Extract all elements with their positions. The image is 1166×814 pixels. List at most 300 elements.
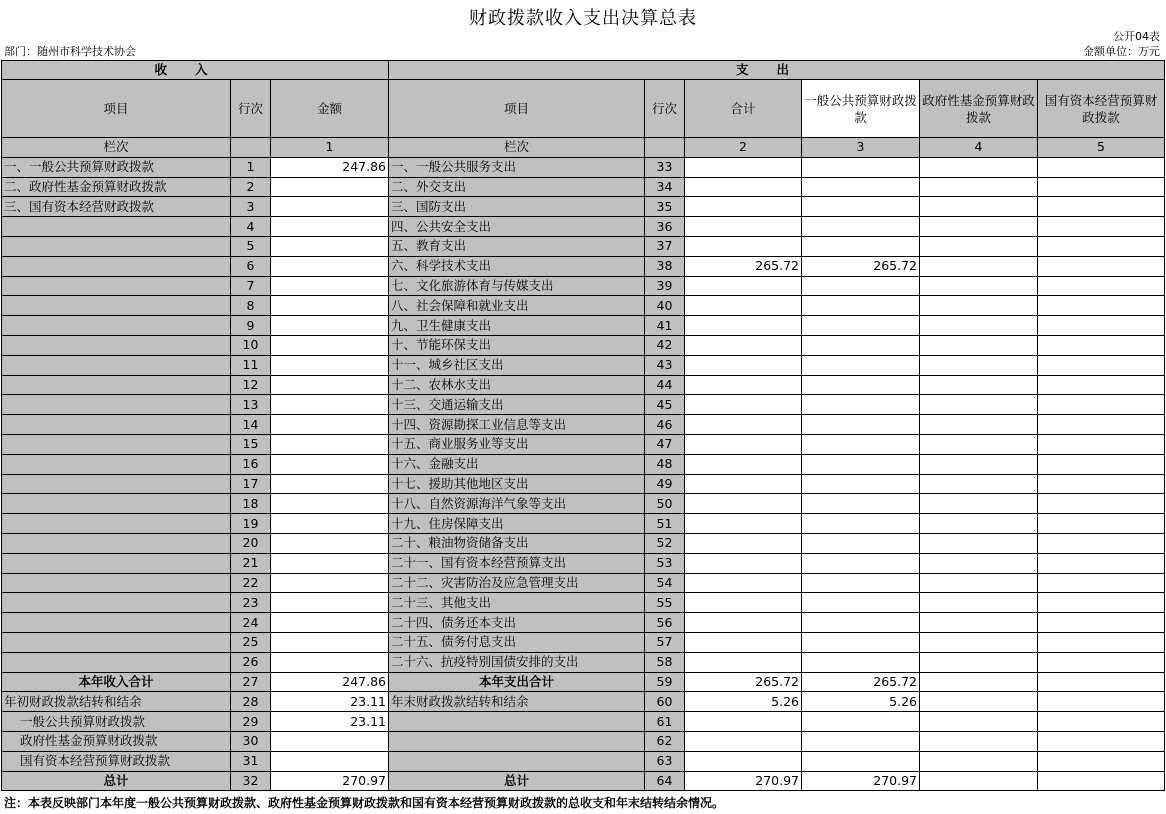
expense-total-cell bbox=[685, 236, 802, 256]
expense-item-cell: 八、社会保障和就业支出 bbox=[389, 296, 645, 316]
general-budget-cell bbox=[802, 553, 920, 573]
state-capital-cell bbox=[1038, 771, 1165, 791]
header-expense-item: 项目 bbox=[389, 80, 645, 138]
expense-item-cell: 十三、交通运输支出 bbox=[389, 395, 645, 415]
income-line-cell: 13 bbox=[231, 395, 271, 415]
expense-total-cell bbox=[685, 494, 802, 514]
expense-total-cell bbox=[685, 157, 802, 177]
table-row bbox=[2, 494, 1165, 514]
income-line-cell: 26 bbox=[231, 652, 271, 672]
expense-line-cell: 56 bbox=[645, 613, 685, 633]
income-item-cell: 政府性基金预算财政拨款 bbox=[2, 731, 231, 751]
column-number-cell: 2 bbox=[685, 138, 802, 158]
expense-total-cell bbox=[685, 335, 802, 355]
income-item-cell: 年初财政拨款结转和结余 bbox=[2, 692, 231, 712]
header-income-item: 项目 bbox=[2, 80, 231, 138]
state-capital-cell bbox=[1038, 395, 1165, 415]
income-amount-cell: 23.11 bbox=[271, 712, 389, 732]
state-capital-cell bbox=[1038, 434, 1165, 454]
state-capital-cell bbox=[1038, 751, 1165, 771]
expense-item-cell: 十八、自然资源海洋气象等支出 bbox=[389, 494, 645, 514]
expense-total-cell bbox=[685, 593, 802, 613]
fund-budget-cell bbox=[920, 514, 1038, 534]
table-row bbox=[2, 157, 1165, 177]
expense-total-cell bbox=[685, 751, 802, 771]
column-number-cell bbox=[645, 138, 685, 158]
income-item-cell bbox=[2, 375, 231, 395]
fund-budget-cell bbox=[920, 652, 1038, 672]
income-item-cell bbox=[2, 573, 231, 593]
income-amount-cell bbox=[271, 256, 389, 276]
column-number-cell: 4 bbox=[920, 138, 1038, 158]
expense-total-cell bbox=[685, 197, 802, 217]
fund-budget-cell bbox=[920, 632, 1038, 652]
income-line-cell: 7 bbox=[231, 276, 271, 296]
section-header-row bbox=[2, 61, 1165, 80]
fund-budget-cell bbox=[920, 256, 1038, 276]
expense-item-cell: 二十二、灾害防治及应急管理支出 bbox=[389, 573, 645, 593]
expense-line-cell: 40 bbox=[645, 296, 685, 316]
column-number-cell: 1 bbox=[271, 138, 389, 158]
table-row bbox=[2, 692, 1165, 712]
expense-line-cell: 45 bbox=[645, 395, 685, 415]
income-amount-cell bbox=[271, 177, 389, 197]
table-row bbox=[2, 395, 1165, 415]
income-line-cell: 22 bbox=[231, 573, 271, 593]
expense-line-cell: 33 bbox=[645, 157, 685, 177]
column-number-cell: 3 bbox=[802, 138, 920, 158]
fund-budget-cell bbox=[920, 375, 1038, 395]
table-row bbox=[2, 751, 1165, 771]
column-number-cell bbox=[231, 138, 271, 158]
state-capital-cell bbox=[1038, 474, 1165, 494]
general-budget-cell: 265.72 bbox=[802, 256, 920, 276]
expense-line-cell: 39 bbox=[645, 276, 685, 296]
general-budget-cell: 265.72 bbox=[802, 672, 920, 692]
state-capital-cell bbox=[1038, 672, 1165, 692]
expense-item-cell: 十九、住房保障支出 bbox=[389, 514, 645, 534]
state-capital-cell bbox=[1038, 712, 1165, 732]
expense-total-cell bbox=[685, 276, 802, 296]
general-budget-cell bbox=[802, 316, 920, 336]
general-budget-cell bbox=[802, 355, 920, 375]
column-header-row bbox=[2, 80, 1165, 138]
fund-budget-cell bbox=[920, 197, 1038, 217]
general-budget-cell bbox=[802, 632, 920, 652]
income-line-cell: 25 bbox=[231, 632, 271, 652]
fund-budget-cell bbox=[920, 731, 1038, 751]
state-capital-cell bbox=[1038, 632, 1165, 652]
fund-budget-cell bbox=[920, 692, 1038, 712]
fund-budget-cell bbox=[920, 494, 1038, 514]
header-income-line: 行次 bbox=[231, 80, 271, 138]
expense-item-cell: 二十五、债务付息支出 bbox=[389, 632, 645, 652]
expense-line-cell: 49 bbox=[645, 474, 685, 494]
income-amount-cell bbox=[271, 197, 389, 217]
income-amount-cell bbox=[271, 355, 389, 375]
state-capital-cell bbox=[1038, 613, 1165, 633]
state-capital-cell bbox=[1038, 692, 1165, 712]
fund-budget-cell bbox=[920, 712, 1038, 732]
fund-budget-cell bbox=[920, 434, 1038, 454]
table-row bbox=[2, 316, 1165, 336]
fund-budget-cell bbox=[920, 157, 1038, 177]
expense-line-cell: 47 bbox=[645, 434, 685, 454]
general-budget-cell bbox=[802, 593, 920, 613]
income-line-cell: 20 bbox=[231, 533, 271, 553]
income-item-cell: 一、一般公共预算财政拨款 bbox=[2, 157, 231, 177]
expense-total-cell bbox=[685, 712, 802, 732]
general-budget-cell: 5.26 bbox=[802, 692, 920, 712]
expense-total-cell: 265.72 bbox=[685, 256, 802, 276]
expense-line-cell: 60 bbox=[645, 692, 685, 712]
expense-line-cell: 43 bbox=[645, 355, 685, 375]
column-number-row bbox=[2, 138, 1165, 158]
expense-item-cell: 年末财政拨款结转和结余 bbox=[389, 692, 645, 712]
income-item-cell bbox=[2, 593, 231, 613]
expense-item-cell: 六、科学技术支出 bbox=[389, 256, 645, 276]
amount-unit-label: 金额单位：万元 bbox=[1083, 45, 1160, 58]
state-capital-cell bbox=[1038, 573, 1165, 593]
expense-total-cell bbox=[685, 514, 802, 534]
income-amount-cell bbox=[271, 731, 389, 751]
income-item-cell bbox=[2, 276, 231, 296]
income-amount-cell bbox=[271, 296, 389, 316]
expense-line-cell: 44 bbox=[645, 375, 685, 395]
column-number-cell: 5 bbox=[1038, 138, 1165, 158]
income-amount-cell bbox=[271, 415, 389, 435]
expense-line-cell: 51 bbox=[645, 514, 685, 534]
income-line-cell: 14 bbox=[231, 415, 271, 435]
expense-item-cell: 二十、粮油物资储备支出 bbox=[389, 533, 645, 553]
table-row bbox=[2, 652, 1165, 672]
income-amount-cell bbox=[271, 236, 389, 256]
table-row bbox=[2, 197, 1165, 217]
general-budget-cell bbox=[802, 236, 920, 256]
state-capital-cell bbox=[1038, 375, 1165, 395]
income-line-cell: 16 bbox=[231, 454, 271, 474]
income-line-cell: 18 bbox=[231, 494, 271, 514]
income-amount-cell bbox=[271, 474, 389, 494]
fund-budget-cell bbox=[920, 533, 1038, 553]
income-line-cell: 2 bbox=[231, 177, 271, 197]
general-budget-cell bbox=[802, 217, 920, 237]
income-line-cell: 6 bbox=[231, 256, 271, 276]
fund-budget-cell bbox=[920, 613, 1038, 633]
income-item-cell bbox=[2, 533, 231, 553]
fund-budget-cell bbox=[920, 415, 1038, 435]
general-budget-cell bbox=[802, 533, 920, 553]
state-capital-cell bbox=[1038, 276, 1165, 296]
header-general-budget: 一般公共预算财政拨款 bbox=[802, 80, 920, 138]
general-budget-cell bbox=[802, 434, 920, 454]
expense-total-cell bbox=[685, 632, 802, 652]
page-title: 财政拨款收入支出决算总表 bbox=[469, 8, 697, 29]
expense-line-cell: 52 bbox=[645, 533, 685, 553]
expense-item-cell: 十五、商业服务业等支出 bbox=[389, 434, 645, 454]
income-item-cell bbox=[2, 632, 231, 652]
income-amount-cell bbox=[271, 494, 389, 514]
income-item-cell bbox=[2, 553, 231, 573]
general-budget-cell: 270.97 bbox=[802, 771, 920, 791]
table-row bbox=[2, 474, 1165, 494]
general-budget-cell bbox=[802, 375, 920, 395]
expense-total-cell: 270.97 bbox=[685, 771, 802, 791]
expense-item-cell: 二十六、抗疫特别国债安排的支出 bbox=[389, 652, 645, 672]
header-fund-budget: 政府性基金预算财政拨款 bbox=[920, 80, 1038, 138]
column-number-label: 栏次 bbox=[2, 138, 231, 158]
expense-line-cell: 46 bbox=[645, 415, 685, 435]
general-budget-cell bbox=[802, 514, 920, 534]
table-row bbox=[2, 712, 1165, 732]
state-capital-cell bbox=[1038, 593, 1165, 613]
table-row bbox=[2, 236, 1165, 256]
expense-line-cell: 61 bbox=[645, 712, 685, 732]
expense-line-cell: 53 bbox=[645, 553, 685, 573]
expense-line-cell: 54 bbox=[645, 573, 685, 593]
general-budget-cell bbox=[802, 197, 920, 217]
income-line-cell: 32 bbox=[231, 771, 271, 791]
table-row bbox=[2, 573, 1165, 593]
expense-total-cell bbox=[685, 573, 802, 593]
general-budget-cell bbox=[802, 157, 920, 177]
general-budget-cell bbox=[802, 296, 920, 316]
general-budget-cell bbox=[802, 652, 920, 672]
income-item-cell bbox=[2, 335, 231, 355]
expense-total-cell bbox=[685, 375, 802, 395]
state-capital-cell bbox=[1038, 553, 1165, 573]
income-amount-cell bbox=[271, 454, 389, 474]
expense-line-cell: 55 bbox=[645, 593, 685, 613]
expense-total-cell bbox=[685, 553, 802, 573]
expense-item-cell: 五、教育支出 bbox=[389, 236, 645, 256]
fund-budget-cell bbox=[920, 217, 1038, 237]
income-item-cell bbox=[2, 613, 231, 633]
income-line-cell: 10 bbox=[231, 335, 271, 355]
fund-budget-cell bbox=[920, 236, 1038, 256]
general-budget-cell bbox=[802, 573, 920, 593]
income-line-cell: 29 bbox=[231, 712, 271, 732]
expense-total-cell bbox=[685, 217, 802, 237]
column-number-label: 栏次 bbox=[389, 138, 645, 158]
expense-total-cell: 5.26 bbox=[685, 692, 802, 712]
income-line-cell: 21 bbox=[231, 553, 271, 573]
expense-total-cell: 265.72 bbox=[685, 672, 802, 692]
table-row bbox=[2, 672, 1165, 692]
expense-item-cell: 二十一、国有资本经营预算支出 bbox=[389, 553, 645, 573]
fund-budget-cell bbox=[920, 573, 1038, 593]
fund-budget-cell bbox=[920, 751, 1038, 771]
expense-total-cell bbox=[685, 395, 802, 415]
income-item-cell bbox=[2, 296, 231, 316]
income-item-cell bbox=[2, 474, 231, 494]
expense-item-cell: 十六、金融支出 bbox=[389, 454, 645, 474]
expense-line-cell: 63 bbox=[645, 751, 685, 771]
table-row bbox=[2, 355, 1165, 375]
expense-line-cell: 34 bbox=[645, 177, 685, 197]
expense-total-cell bbox=[685, 731, 802, 751]
table-row bbox=[2, 434, 1165, 454]
income-item-cell bbox=[2, 415, 231, 435]
expense-total-cell bbox=[685, 355, 802, 375]
general-budget-cell bbox=[802, 494, 920, 514]
table-row bbox=[2, 632, 1165, 652]
fund-budget-cell bbox=[920, 276, 1038, 296]
general-budget-cell bbox=[802, 613, 920, 633]
expense-item-cell: 二十三、其他支出 bbox=[389, 593, 645, 613]
income-item-cell bbox=[2, 217, 231, 237]
general-budget-cell bbox=[802, 395, 920, 415]
income-item-cell: 总计 bbox=[2, 771, 231, 791]
income-item-cell bbox=[2, 395, 231, 415]
table-row bbox=[2, 514, 1165, 534]
expense-item-cell: 十四、资源勘探工业信息等支出 bbox=[389, 415, 645, 435]
income-item-cell: 二、政府性基金预算财政拨款 bbox=[2, 177, 231, 197]
expense-total-cell bbox=[685, 474, 802, 494]
expense-total-cell bbox=[685, 177, 802, 197]
expense-line-cell: 50 bbox=[645, 494, 685, 514]
income-amount-cell bbox=[271, 632, 389, 652]
fund-budget-cell bbox=[920, 771, 1038, 791]
expense-item-cell: 一、一般公共服务支出 bbox=[389, 157, 645, 177]
income-item-cell: 一般公共预算财政拨款 bbox=[2, 712, 231, 732]
expense-item-cell: 十二、农林水支出 bbox=[389, 375, 645, 395]
fund-budget-cell bbox=[920, 296, 1038, 316]
state-capital-cell bbox=[1038, 177, 1165, 197]
expense-total-cell bbox=[685, 434, 802, 454]
income-amount-cell bbox=[271, 514, 389, 534]
general-budget-cell bbox=[802, 731, 920, 751]
general-budget-cell bbox=[802, 712, 920, 732]
income-amount-cell bbox=[271, 751, 389, 771]
state-capital-cell bbox=[1038, 533, 1165, 553]
general-budget-cell bbox=[802, 474, 920, 494]
fund-budget-cell bbox=[920, 316, 1038, 336]
fund-budget-cell bbox=[920, 454, 1038, 474]
state-capital-cell bbox=[1038, 652, 1165, 672]
fund-budget-cell bbox=[920, 335, 1038, 355]
income-section-header: 收入 bbox=[2, 61, 389, 80]
income-line-cell: 12 bbox=[231, 375, 271, 395]
expense-total-cell bbox=[685, 415, 802, 435]
table-row bbox=[2, 613, 1165, 633]
table-row bbox=[2, 593, 1165, 613]
table-row bbox=[2, 375, 1165, 395]
state-capital-cell bbox=[1038, 296, 1165, 316]
state-capital-cell bbox=[1038, 514, 1165, 534]
expense-line-cell: 38 bbox=[645, 256, 685, 276]
income-amount-cell: 23.11 bbox=[271, 692, 389, 712]
fund-budget-cell bbox=[920, 355, 1038, 375]
header-total: 合计 bbox=[685, 80, 802, 138]
table-row bbox=[2, 296, 1165, 316]
table-body bbox=[2, 157, 1165, 791]
table-row bbox=[2, 276, 1165, 296]
state-capital-cell bbox=[1038, 494, 1165, 514]
fund-budget-cell bbox=[920, 672, 1038, 692]
income-amount-cell: 247.86 bbox=[271, 157, 389, 177]
income-line-cell: 31 bbox=[231, 751, 271, 771]
general-budget-cell bbox=[802, 454, 920, 474]
income-amount-cell bbox=[271, 533, 389, 553]
expense-item-cell: 三、国防支出 bbox=[389, 197, 645, 217]
income-item-cell bbox=[2, 355, 231, 375]
fiscal-summary-table bbox=[1, 60, 1165, 791]
income-line-cell: 5 bbox=[231, 236, 271, 256]
income-line-cell: 28 bbox=[231, 692, 271, 712]
table-row bbox=[2, 335, 1165, 355]
expense-line-cell: 48 bbox=[645, 454, 685, 474]
income-amount-cell bbox=[271, 434, 389, 454]
expense-total-cell bbox=[685, 296, 802, 316]
income-item-cell bbox=[2, 514, 231, 534]
expense-item-cell: 七、文化旅游体育与传媒支出 bbox=[389, 276, 645, 296]
table-row bbox=[2, 553, 1165, 573]
table-row bbox=[2, 771, 1165, 791]
expense-item-cell: 总计 bbox=[389, 771, 645, 791]
header-expense-line: 行次 bbox=[645, 80, 685, 138]
general-budget-cell bbox=[802, 276, 920, 296]
income-line-cell: 8 bbox=[231, 296, 271, 316]
expense-item-cell: 四、公共安全支出 bbox=[389, 217, 645, 237]
income-amount-cell bbox=[271, 276, 389, 296]
income-line-cell: 23 bbox=[231, 593, 271, 613]
income-line-cell: 27 bbox=[231, 672, 271, 692]
expense-total-cell bbox=[685, 454, 802, 474]
header-income-amount: 金额 bbox=[271, 80, 389, 138]
income-amount-cell bbox=[271, 375, 389, 395]
income-amount-cell bbox=[271, 613, 389, 633]
state-capital-cell bbox=[1038, 236, 1165, 256]
state-capital-cell bbox=[1038, 454, 1165, 474]
fund-budget-cell bbox=[920, 395, 1038, 415]
state-capital-cell bbox=[1038, 256, 1165, 276]
expense-total-cell bbox=[685, 613, 802, 633]
expense-item-cell: 本年支出合计 bbox=[389, 672, 645, 692]
income-line-cell: 9 bbox=[231, 316, 271, 336]
expense-item-cell bbox=[389, 712, 645, 732]
fund-budget-cell bbox=[920, 177, 1038, 197]
income-amount-cell bbox=[271, 573, 389, 593]
expense-total-cell bbox=[685, 533, 802, 553]
footnote: 注：本表反映部门本年度一般公共预算财政拨款、政府性基金预算财政拨款和国有资本经营预算财政拨款的总收支和年末结转结余情况。 bbox=[4, 796, 725, 810]
expense-line-cell: 35 bbox=[645, 197, 685, 217]
state-capital-cell bbox=[1038, 157, 1165, 177]
expense-line-cell: 42 bbox=[645, 335, 685, 355]
expense-item-cell: 十、节能环保支出 bbox=[389, 335, 645, 355]
table-row bbox=[2, 454, 1165, 474]
income-amount-cell bbox=[271, 335, 389, 355]
income-line-cell: 19 bbox=[231, 514, 271, 534]
table-row bbox=[2, 256, 1165, 276]
expense-total-cell bbox=[685, 316, 802, 336]
header-state-capital: 国有资本经营预算财政拨款 bbox=[1038, 80, 1165, 138]
income-amount-cell: 270.97 bbox=[271, 771, 389, 791]
income-item-cell bbox=[2, 256, 231, 276]
income-line-cell: 4 bbox=[231, 217, 271, 237]
income-amount-cell bbox=[271, 395, 389, 415]
expense-item-cell: 九、卫生健康支出 bbox=[389, 316, 645, 336]
state-capital-cell bbox=[1038, 316, 1165, 336]
income-item-cell: 本年收入合计 bbox=[2, 672, 231, 692]
income-item-cell: 国有资本经营预算财政拨款 bbox=[2, 751, 231, 771]
expense-line-cell: 57 bbox=[645, 632, 685, 652]
income-item-cell: 三、国有资本经营财政拨款 bbox=[2, 197, 231, 217]
expense-item-cell: 二十四、债务还本支出 bbox=[389, 613, 645, 633]
expense-item-cell: 十一、城乡社区支出 bbox=[389, 355, 645, 375]
state-capital-cell bbox=[1038, 335, 1165, 355]
expense-item-cell: 十七、援助其他地区支出 bbox=[389, 474, 645, 494]
